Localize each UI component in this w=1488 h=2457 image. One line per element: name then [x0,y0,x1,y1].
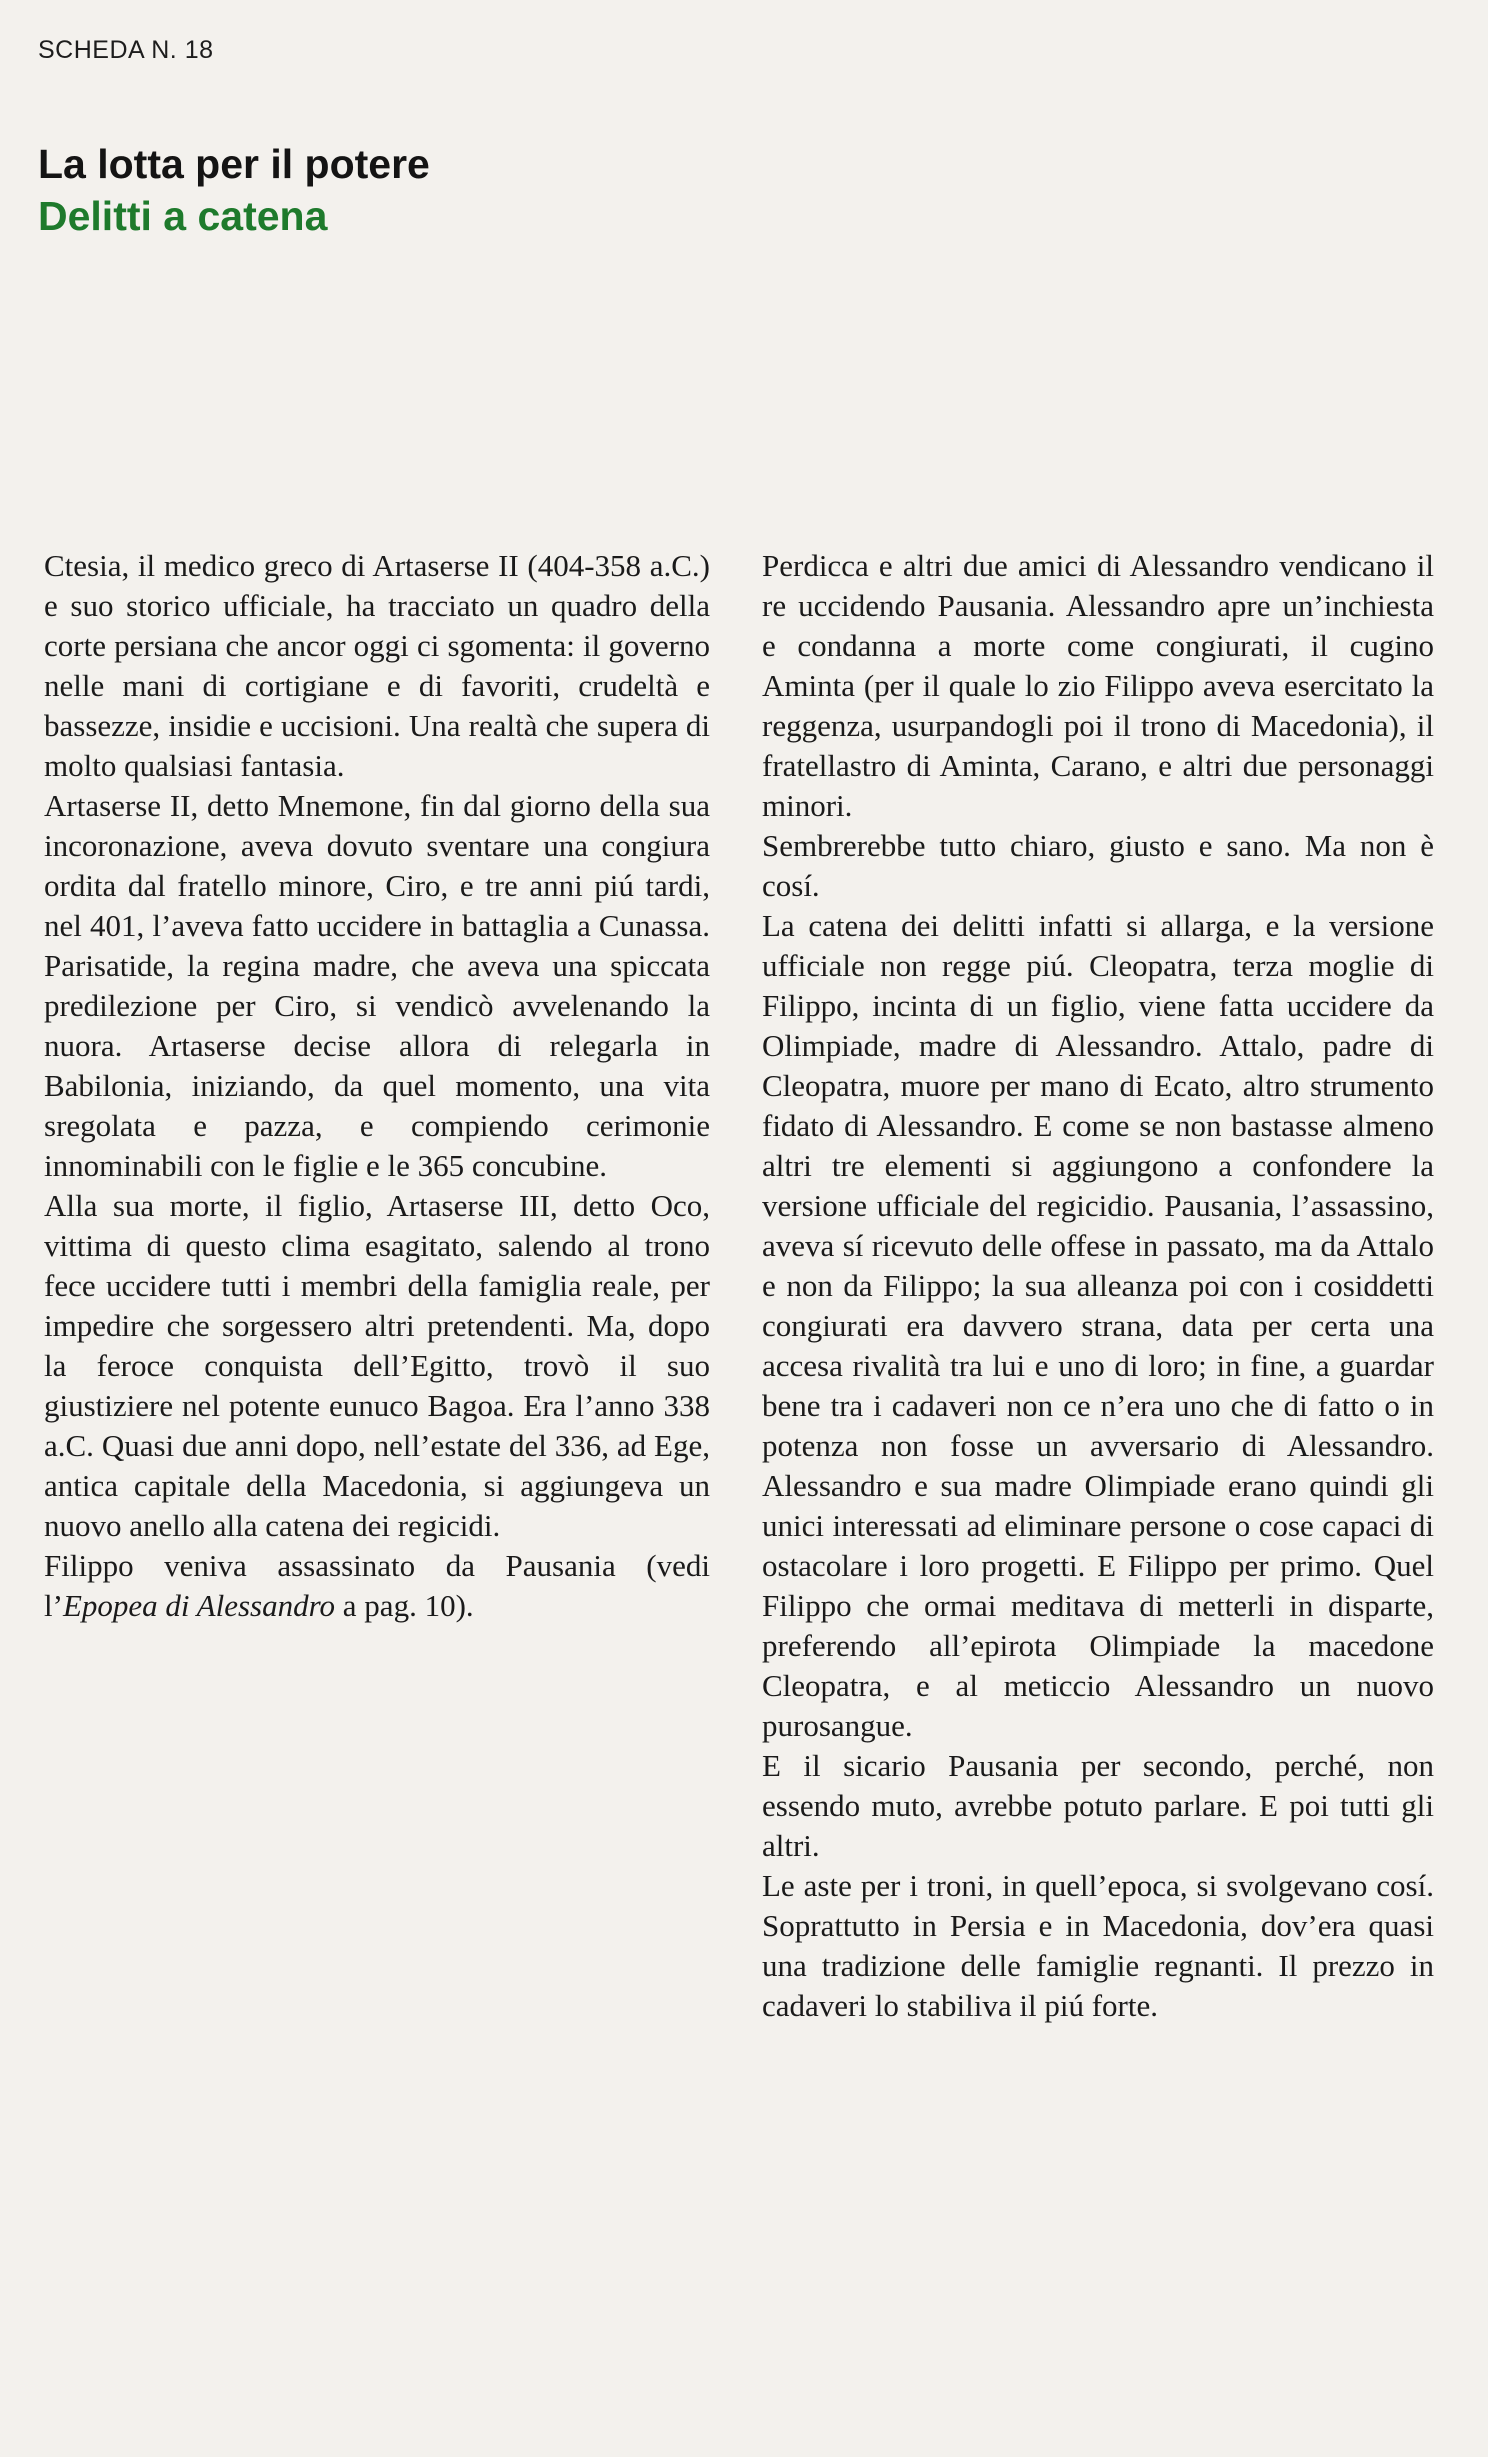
title-block [38,138,430,242]
paragraph-artaserse-ii: Artaserse II, detto Mnemone, fin dal giorno della sua incoronazione, aveva dovuto sventare una congiura ordita dal fratello minore, Ciro, e tre anni piú tardi, nel 401, l’aveva fatto uccidere in battaglia a Cunassa. Parisatide, la regina madre, che aveva una spiccata predilezione per Ciro, si vendicò avvelenando la nuora. Artaserse decise allora di relegarla in Babilonia, iniziando, da quel momento, una vita sregolata e pazza, e compiendo cerimonie innominabili con le figlie e le 365 concubine. [44,788,710,1183]
paragraph-filippo [44,1546,710,1626]
filippo-text-after: a pag. 10). [335,1588,474,1623]
filippo-text-before: Filippo veniva assassinato da Pausania (vedi l’ [44,1548,710,1623]
page-title: La lotta per il potere [38,141,430,187]
paragraph-sembrerebbe: Sembrerebbe tutto chiaro, giusto e sano. Ma non è cosí. [762,828,1434,903]
epopea-reference: Epopea di Alessandro [62,1588,336,1623]
page-subtitle: Delitti a catena [38,193,328,239]
paragraph-intro: Ctesia, il medico greco di Artaserse II (404-358 a.C.) e suo storico ufficiale, ha tracciato un quadro della corte persiana che ancor oggi ci sgomenta: il governo nelle mani di cortigiane e di favoriti, crudeltà e bassezze, insidie e uccisioni. Una realtà che supera di molto qualsiasi fantasia. [44,548,710,783]
paragraph-sicario: E il sicario Pausania per secondo, perché, non essendo muto, avrebbe potuto parlare. E poi tutti gli altri. [762,1748,1434,1863]
left-column [44,546,710,1626]
paragraph-aste: Le aste per i troni, in quell’epoca, si svolgevano cosí. Soprattutto in Persia e in Macedonia, dov’era quasi una tradizione delle famiglie regnanti. Il prezzo in cadaveri lo stabiliva il piú forte. [762,1868,1434,2023]
right-column [762,546,1434,2026]
paragraph-catena: La catena dei delitti infatti si allarga, e la versione ufficiale non regge piú. Cleopatra, terza moglie di Filippo, incinta di un figlio, viene fatta uccidere da Olimpiade, madre di Alessandro. Attalo, padre di Cleopatra, muore per mano di Ecato, altro strumento fidato di Alessandro. E come se non bastasse almeno altri tre elementi si aggiungono a confondere la versione ufficiale del regicidio. Pausania, l’assassino, aveva sí ricevuto delle offese in passato, ma da Attalo e non da Filippo; la sua alleanza poi con i cosiddetti congiurati era davvero strana, data per certa una accesa rivalità tra lui e uno di loro; in fine, a guardar bene tra i cadaveri non ce n’era uno che di fatto o in potenza non fosse un avversario di Alessandro. Alessandro e sua madre Olimpiade erano quindi gli unici interessati ad eliminare persone o cose capaci di ostacolare i loro progetti. E Filippo per primo. Quel Filippo che ormai meditava di metterli in disparte, preferendo all’epirota Olimpiade la macedone Cleopatra, e al meticcio Alessandro un nuovo purosangue. [762,908,1434,1743]
paragraph-artaserse-iii: Alla sua morte, il figlio, Artaserse III, detto Oco, vittima di questo clima esagitato, salendo al trono fece uccidere tutti i membri della famiglia reale, per impedire che sorgessero altri pretendenti. Ma, dopo la feroce conquista dell’Egitto, trovò il suo giustiziere nel potente eunuco Bagoa. Era l’anno 338 a.C. Quasi due anni dopo, nell’estate del 336, ad Ege, antica capitale della Macedonia, si aggiungeva un nuovo anello alla catena dei regicidi. [44,1188,710,1543]
page-header: SCHEDA N. 18 [38,36,214,64]
paragraph-perdicca: Perdicca e altri due amici di Alessandro vendicano il re uccidendo Pausania. Alessandro apre un’inchiesta e condanna a morte come congiurati, il cugino Aminta (per il quale lo zio Filippo aveva esercitato la reggenza, usurpandogli poi il trono di Macedonia), il fratellastro di Aminta, Carano, e altri due personaggi minori. [762,548,1434,823]
